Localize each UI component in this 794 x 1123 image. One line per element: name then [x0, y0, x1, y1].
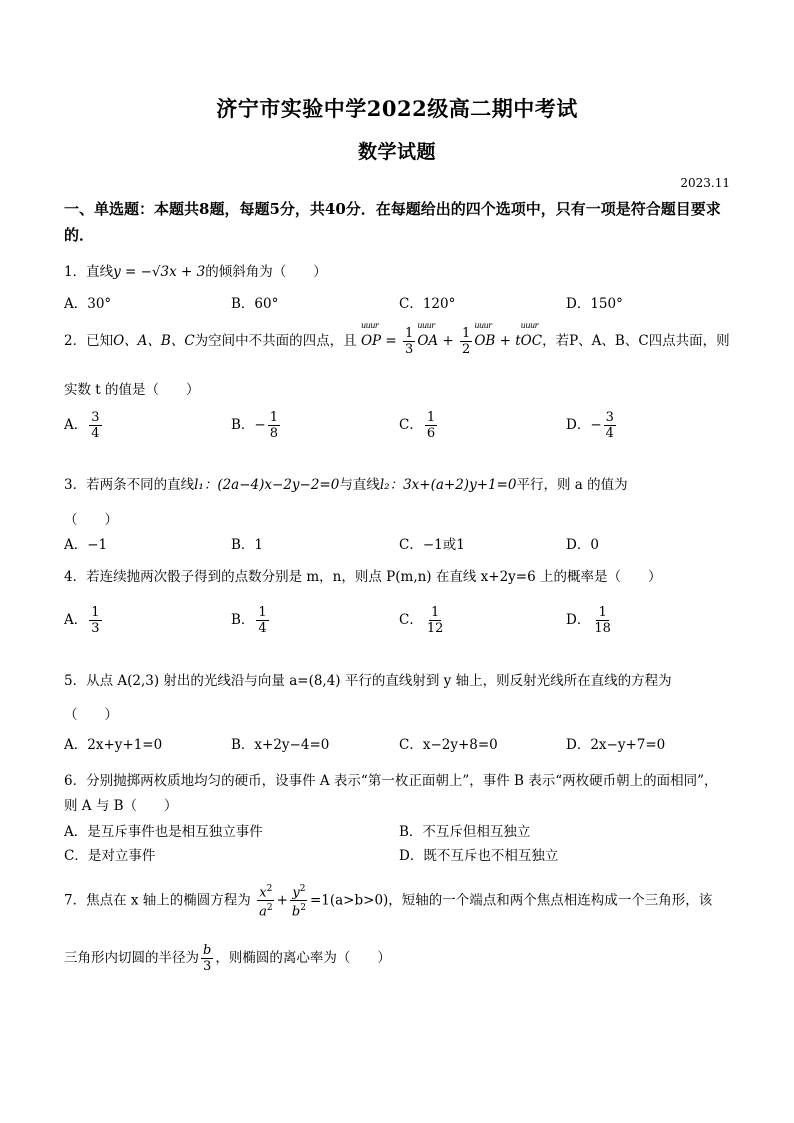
- q3-line2: （ ）: [64, 512, 118, 528]
- q4-option-c[interactable]: C． $\frac{1}{12}$: [399, 605, 444, 636]
- q6-line2: 则 A 与 B（ ）: [64, 798, 178, 814]
- question-4: 4．若连续抛两次骰子得到的点数分别是 m，n，则点 P(m,n) 在直线 x+2y=6 上的概率是（ ）: [64, 569, 662, 585]
- question-7: 7．焦点在 x 轴上的椭圆方程为 $\frac{x^2}{a^2}$ + $\frac{y^2}{b^2}$ =1(a>b>0)，短轴的一个端点和两个焦点相连构成一个三角形，该: [64, 884, 713, 920]
- question-5: 5．从点 A(2,3) 射出的光线沿与向量 a=(8,4) 平行的直线射到 y 轴上，则反射光线所在直线的方程为: [64, 673, 672, 689]
- q1-option-d[interactable]: D．150°: [566, 296, 623, 312]
- q1-option-b[interactable]: B．60°: [231, 296, 279, 312]
- question-3: 3．若两条不同的直线l₁：(2a−4)x−2y−2=0与直线l₂：3x+(a+2)y+1=0平行，则 a 的值为: [64, 477, 628, 493]
- q5-option-b[interactable]: B．x+2y−4=0: [231, 737, 330, 753]
- q4-option-b[interactable]: B． $\frac{1}{4}$: [231, 605, 267, 636]
- q2-option-d[interactable]: D．− $\frac{3}{4}$: [566, 410, 614, 441]
- q7-line2: 三角形内切圆的半径为 $\frac{b}{3}$ ，则椭圆的离心率为（ ）: [64, 943, 391, 974]
- q2-option-c[interactable]: C． $\frac{1}{6}$: [399, 410, 436, 441]
- q5-option-c[interactable]: C．x−2y+8=0: [399, 737, 498, 753]
- section-heading: 一、单选题：本题共8题，每题5分，共40分．在每题给出的四个选项中，只有一项是符合题目要求的．: [64, 200, 721, 244]
- q5-option-a[interactable]: A．2x+y+1=0: [64, 737, 163, 753]
- q6-option-d[interactable]: D．既不互斥也不相互独立: [399, 848, 559, 864]
- q5-line2: （ ）: [64, 707, 118, 723]
- q4-option-d[interactable]: D． $\frac{1}{18}$: [566, 605, 611, 636]
- q6-option-b[interactable]: B．不互斥但相互独立: [399, 824, 531, 840]
- q6-option-a[interactable]: A．是互斥事件也是相互独立事件: [64, 824, 263, 840]
- q1-option-a[interactable]: A．30°: [64, 296, 112, 312]
- q1-equation: y = −√3x + 3: [113, 264, 206, 280]
- q3-option-c[interactable]: C．−1或1: [399, 537, 465, 553]
- question-6: 6．分别抛掷两枚质地均匀的硬币，设事件 A 表示“第一枚正面朝上”，事件 B 表示“两枚硬币朝上的面相同”，: [64, 773, 718, 789]
- subject-title: 数学试题: [357, 141, 436, 163]
- fraction-y2-b2: $\frac{y^2}{b^2}$: [291, 884, 306, 920]
- fraction-b-3: $\frac{b}{3}$: [203, 943, 212, 974]
- vector-op: uuur OP: [361, 333, 381, 349]
- q2-option-b[interactable]: B．− $\frac{1}{8}$: [231, 410, 279, 441]
- school-title: 济宁市实验中学2022级高二期中考试: [216, 96, 578, 121]
- question-2: 2．已知O、A、B、C为空间中不共面的四点，且 uuur OP = $\frac{1}{3}$ uuur OA + $\frac{1}{2}$ uuur OB + tuuur OC，若P、A、B、C四点共面，则: [64, 326, 730, 357]
- q5-option-d[interactable]: D．2x−y+7=0: [566, 737, 666, 753]
- exam-date: 2023.11: [680, 176, 730, 190]
- q3-option-a[interactable]: A．−1: [64, 537, 108, 553]
- fraction-one-third: $\frac{1}{3}$: [405, 326, 414, 357]
- q3-option-d[interactable]: D．0: [566, 537, 599, 553]
- q3-option-b[interactable]: B．1: [231, 537, 264, 553]
- q6-option-c[interactable]: C．是对立事件: [64, 848, 156, 864]
- q2-option-a[interactable]: A． $\frac{3}{4}$: [64, 410, 100, 441]
- q4-option-a[interactable]: A． $\frac{1}{3}$: [64, 605, 100, 636]
- q1-option-c[interactable]: C．120°: [399, 296, 456, 312]
- fraction-x2-a2: $\frac{x^2}{a^2}$: [259, 884, 273, 920]
- fraction-one-half: $\frac{1}{2}$: [462, 326, 471, 357]
- q2-line2: 实数 t 的值是（ ）: [64, 382, 200, 398]
- question-1: 1．直线y = −√3x + 3的倾斜角为（ ）: [64, 264, 327, 280]
